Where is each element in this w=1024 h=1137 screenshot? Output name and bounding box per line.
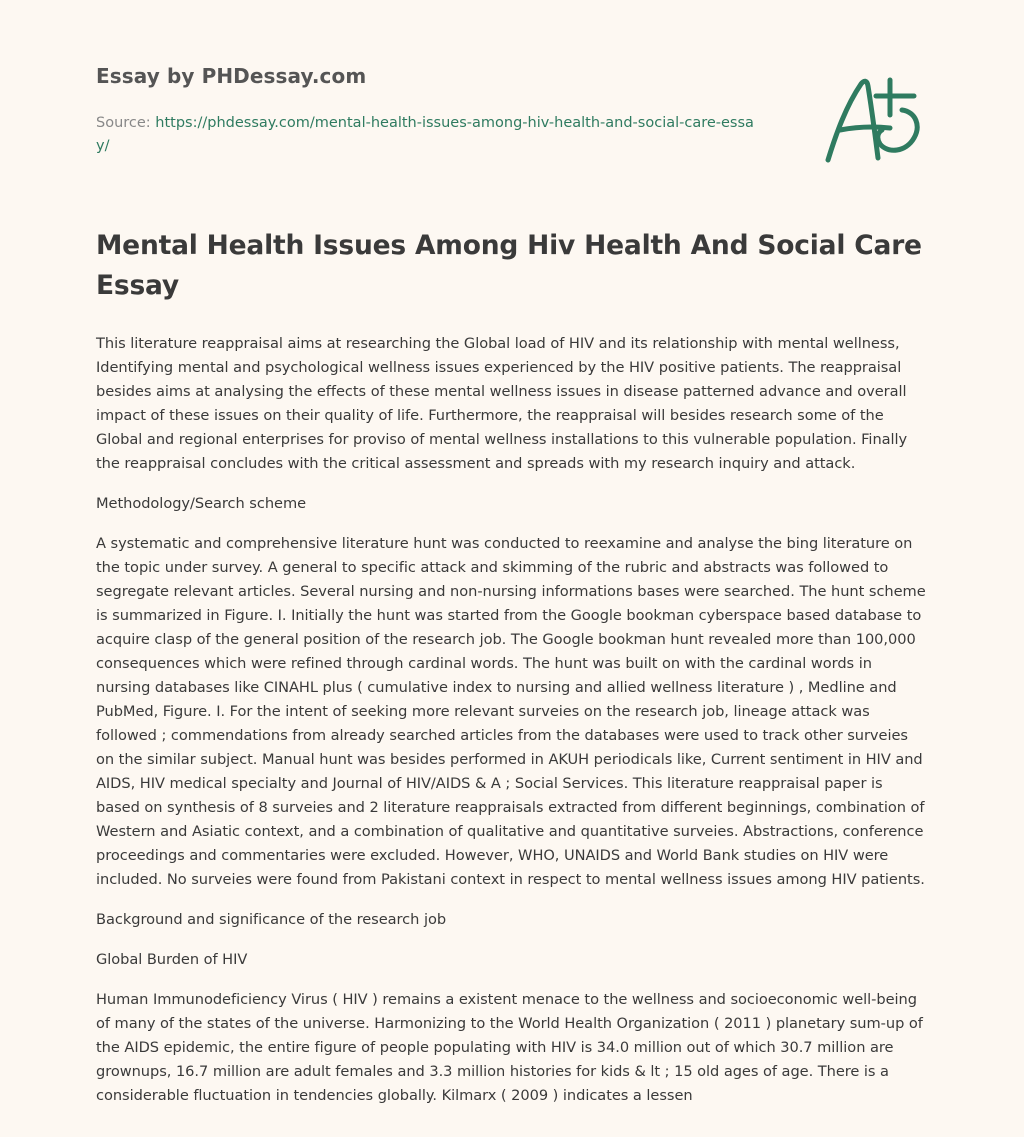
intro-paragraph: This literature reappraisal aims at researching the Global load of HIV and its relationship with mental wellness, Identifying mental and psychological wellness issues experienced by the HIV positive patients. The reappraisal besides aims at analysing the effects of these mental wellness issues in disease patterned advance and overall impact of these issues on their quality of life. Furthermore, the reappraisal will besides research some of the Global and regional enterprises for proviso of mental wellness installations to this vulnerable population. Finally the reappraisal concludes with the critical assessment and spreads with my research inquiry and attack.: [96, 335, 908, 472]
essay-content: [96, 226, 928, 1124]
header: [96, 0, 926, 170]
section-heading-background: Background and significance of the research job: [96, 911, 447, 928]
source-label: Source:: [96, 115, 156, 131]
source-link[interactable]: https://phdessay.com/mental-health-issues-among-hiv-health-and-social-care-essay/: [96, 115, 754, 154]
a-plus-logo-icon: [818, 66, 930, 166]
source-line: [96, 112, 756, 158]
site-brand: Essay by PHDessay.com: [96, 64, 367, 88]
section-heading-global-burden: Global Burden of HIV: [96, 951, 248, 968]
global-burden-paragraph: Human Immunodeficiency Virus ( HIV ) remains a existent menace to the wellness and socioeconomic well-being of many of the states of the universe. Harmonizing to the World Health Organization ( 2011 ) planetary sum-up of the AIDS epidemic, the entire figure of people populating with HIV is 34.0 million out of which 30.7 million are grownups, 16.7 million are adult females and 3.3 million histories for kids & lt ; 15 old ages of age. There is a considerable fluctuation in tendencies globally. Kilmarx ( 2009 ) indicates a lessen: [96, 991, 923, 1104]
methodology-paragraph: A systematic and comprehensive literature hunt was conducted to reexamine and analyse the bing literature on the topic under survey. A general to specific attack and skimming of the rubric and abstracts was followed to segregate relevant articles. Several nursing and non-nursing informations bases were searched. The hunt scheme is summarized in Figure. I. Initially the hunt was started from the Google bookman cyberspace based database to acquire clasp of the general position of the research job. The Google bookman hunt revealed more than 100,000 consequences which were refined through cardinal words. The hunt was built on with the cardinal words in nursing databases like CINAHL plus ( cumulative index to nursing and allied wellness literature ) , Medline and PubMed, Figure. I. For the intent of seeking more relevant surveies on the research job, lineage attack was followed ; commendations from already searched articles from the databases were used to track other surveies on the similar subject. Manual hunt was besides performed in AKUH periodicals like, Current sentiment in HIV and AIDS, HIV medical specialty and Journal of HIV/AIDS & A ; Social Services. This literature reappraisal paper is based on synthesis of 8 surveies and 2 literature reappraisals extracted from different beginnings, combination of Western and Asiatic context, and a combination of qualitative and quantitative surveies. Abstractions, conference proceedings and commentaries were excluded. However, WHO, UNAIDS and World Bank studies on HIV were included. No surveies were found from Pakistani context in respect to mental wellness issues among HIV patients.: [96, 535, 926, 888]
section-heading-methodology: Methodology/Search scheme: [96, 495, 307, 512]
essay-title: Mental Health Issues Among Hiv Health And Social Care Essay: [96, 230, 922, 301]
